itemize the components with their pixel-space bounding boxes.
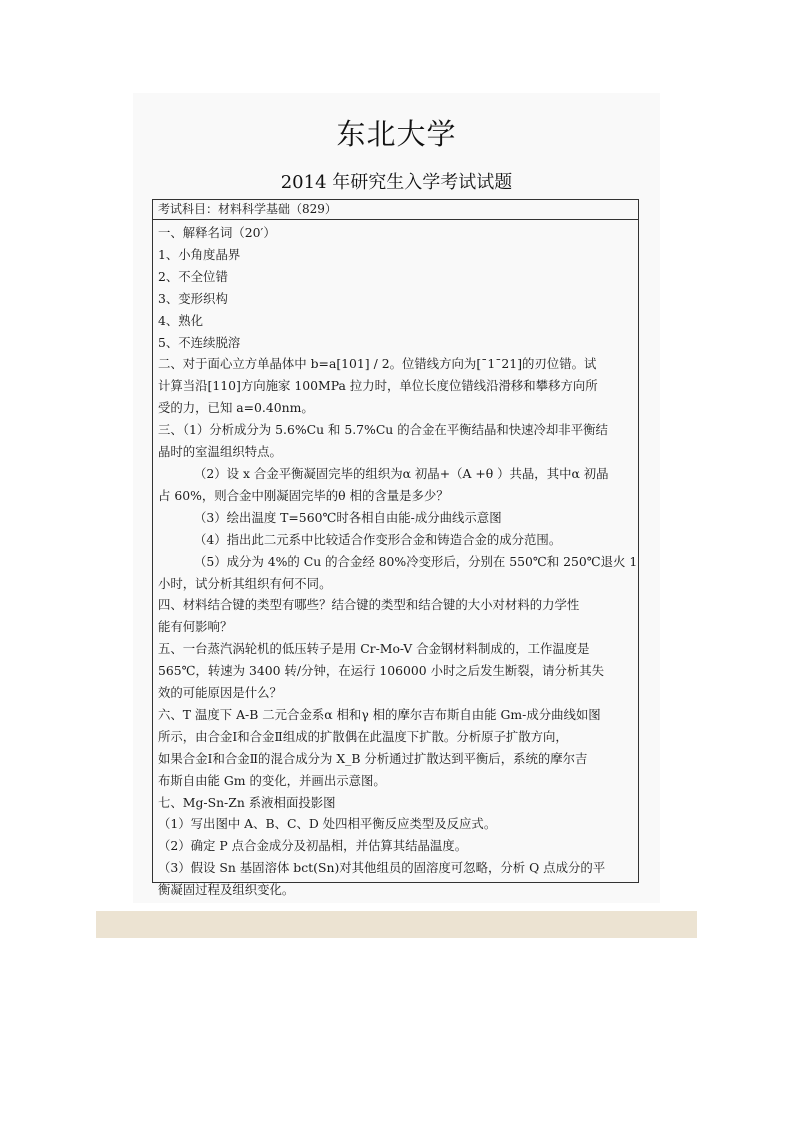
exam-questions	[153, 220, 638, 901]
question-2-line: 计算当沿[110]方向施家 100MPa 拉力时，单位长度位错线沿滑移和攀移方向所	[158, 378, 598, 394]
question-3-part-1: 三、（1）分析成分为 5.6%Cu 和 5.7%Cu 的合金在平衡结晶和快速冷却非平衡结	[158, 422, 608, 438]
question-2-line: 受的力，已知 a=0.40nm。	[158, 400, 314, 416]
question-7-part-1: （1）写出图中 A、B、C、D 处四相平衡反应类型及反应式。	[158, 816, 497, 832]
question-7-part-3: （3）假设 Sn 基固溶体 bct(Sn)对其他组员的固溶度可忽略，分析 Q 点成分的平	[158, 860, 606, 876]
term-item: 3、变形织构	[158, 290, 228, 306]
question-4-line: 能有何影响？	[158, 619, 233, 635]
term-item: 4、熟化	[158, 312, 204, 328]
question-3-part-2: （2）设 x 合金平衡凝固完毕的组织为α 初晶+（Α +θ ）共晶，其中α 初晶	[194, 465, 609, 481]
university-name: 东北大学	[336, 117, 457, 151]
question-5-line: 565℃，转速为 3400 转/分钟，在运行 106000 小时之后发生断裂，请分析其失	[158, 663, 605, 679]
question-7-part-2: （2）确定 P 点合金成分及初晶相，并估算其结晶温度。	[158, 838, 468, 854]
question-7-heading: 七、Mg-Sn-Zn 系液相面投影图	[158, 794, 336, 810]
question-3-part-5: 小时，试分析其组织有何不同。	[158, 575, 332, 591]
question-4-line: 四、材料结合键的类型有哪些？结合键的类型和结合键的大小对材料的力学性	[158, 597, 580, 613]
question-6-line: 六、T 温度下 A-B 二元合金系α 相和γ 相的摩尔吉布斯自由能 Gm-成分曲线如图	[158, 706, 601, 722]
question-3-part-5: （5）成分为 4%的 Cu 的合金经 80%冷变形后，分别在 550℃和 250℃退火 1	[194, 553, 638, 569]
term-item: 2、不全位错	[158, 268, 228, 284]
question-2-line: 二、对于面心立方单晶体中 b=a[101] / 2。位错线方向为[¯1¯21]的刃位错。试	[158, 356, 597, 372]
section-1-heading: 一、解释名词（20′）	[158, 225, 276, 240]
exam-subject: 考试科目：材料科学基础（829）	[153, 200, 638, 220]
term-item: 5、不连续脱溶	[158, 334, 241, 350]
footer-band	[96, 911, 697, 938]
question-5-line: 五、一台蒸汽涡轮机的低压转子是用 Cr-Mo-V 合金钢材料制成的，工作温度是	[158, 641, 590, 657]
question-7-part-3: 衡凝固过程及组织变化。	[158, 882, 295, 898]
question-6-line: 如果合金Ⅰ和合金Ⅱ的混合成分为 X_B 分析通过扩散达到平衡后，系统的摩尔吉	[158, 750, 588, 766]
exam-title: 2014 年研究生入学考试试题	[280, 172, 513, 193]
question-3-part-4: （4）指出此二元系中比较适合作变形合金和铸造合金的成分范围。	[194, 531, 562, 547]
question-3-part-3: （3）绘出温度 T=560℃时各相自由能-成分曲线示意图	[194, 509, 502, 525]
question-3-part-1: 晶时的室温组织特点。	[158, 444, 282, 460]
question-6-line: 所示，由合金Ⅰ和合金Ⅱ组成的扩散偶在此温度下扩散。分析原子扩散方向，	[158, 728, 568, 744]
question-6-line: 布斯自由能 Gm 的变化，并画出示意图。	[158, 772, 386, 788]
question-3-part-2: 占 60%，则合金中刚凝固完毕的θ 相的含量是多少？	[158, 487, 449, 503]
question-5-line: 效的可能原因是什么？	[158, 685, 282, 701]
exam-paper-box	[152, 199, 639, 898]
term-item: 1、小角度晶界	[158, 246, 241, 262]
